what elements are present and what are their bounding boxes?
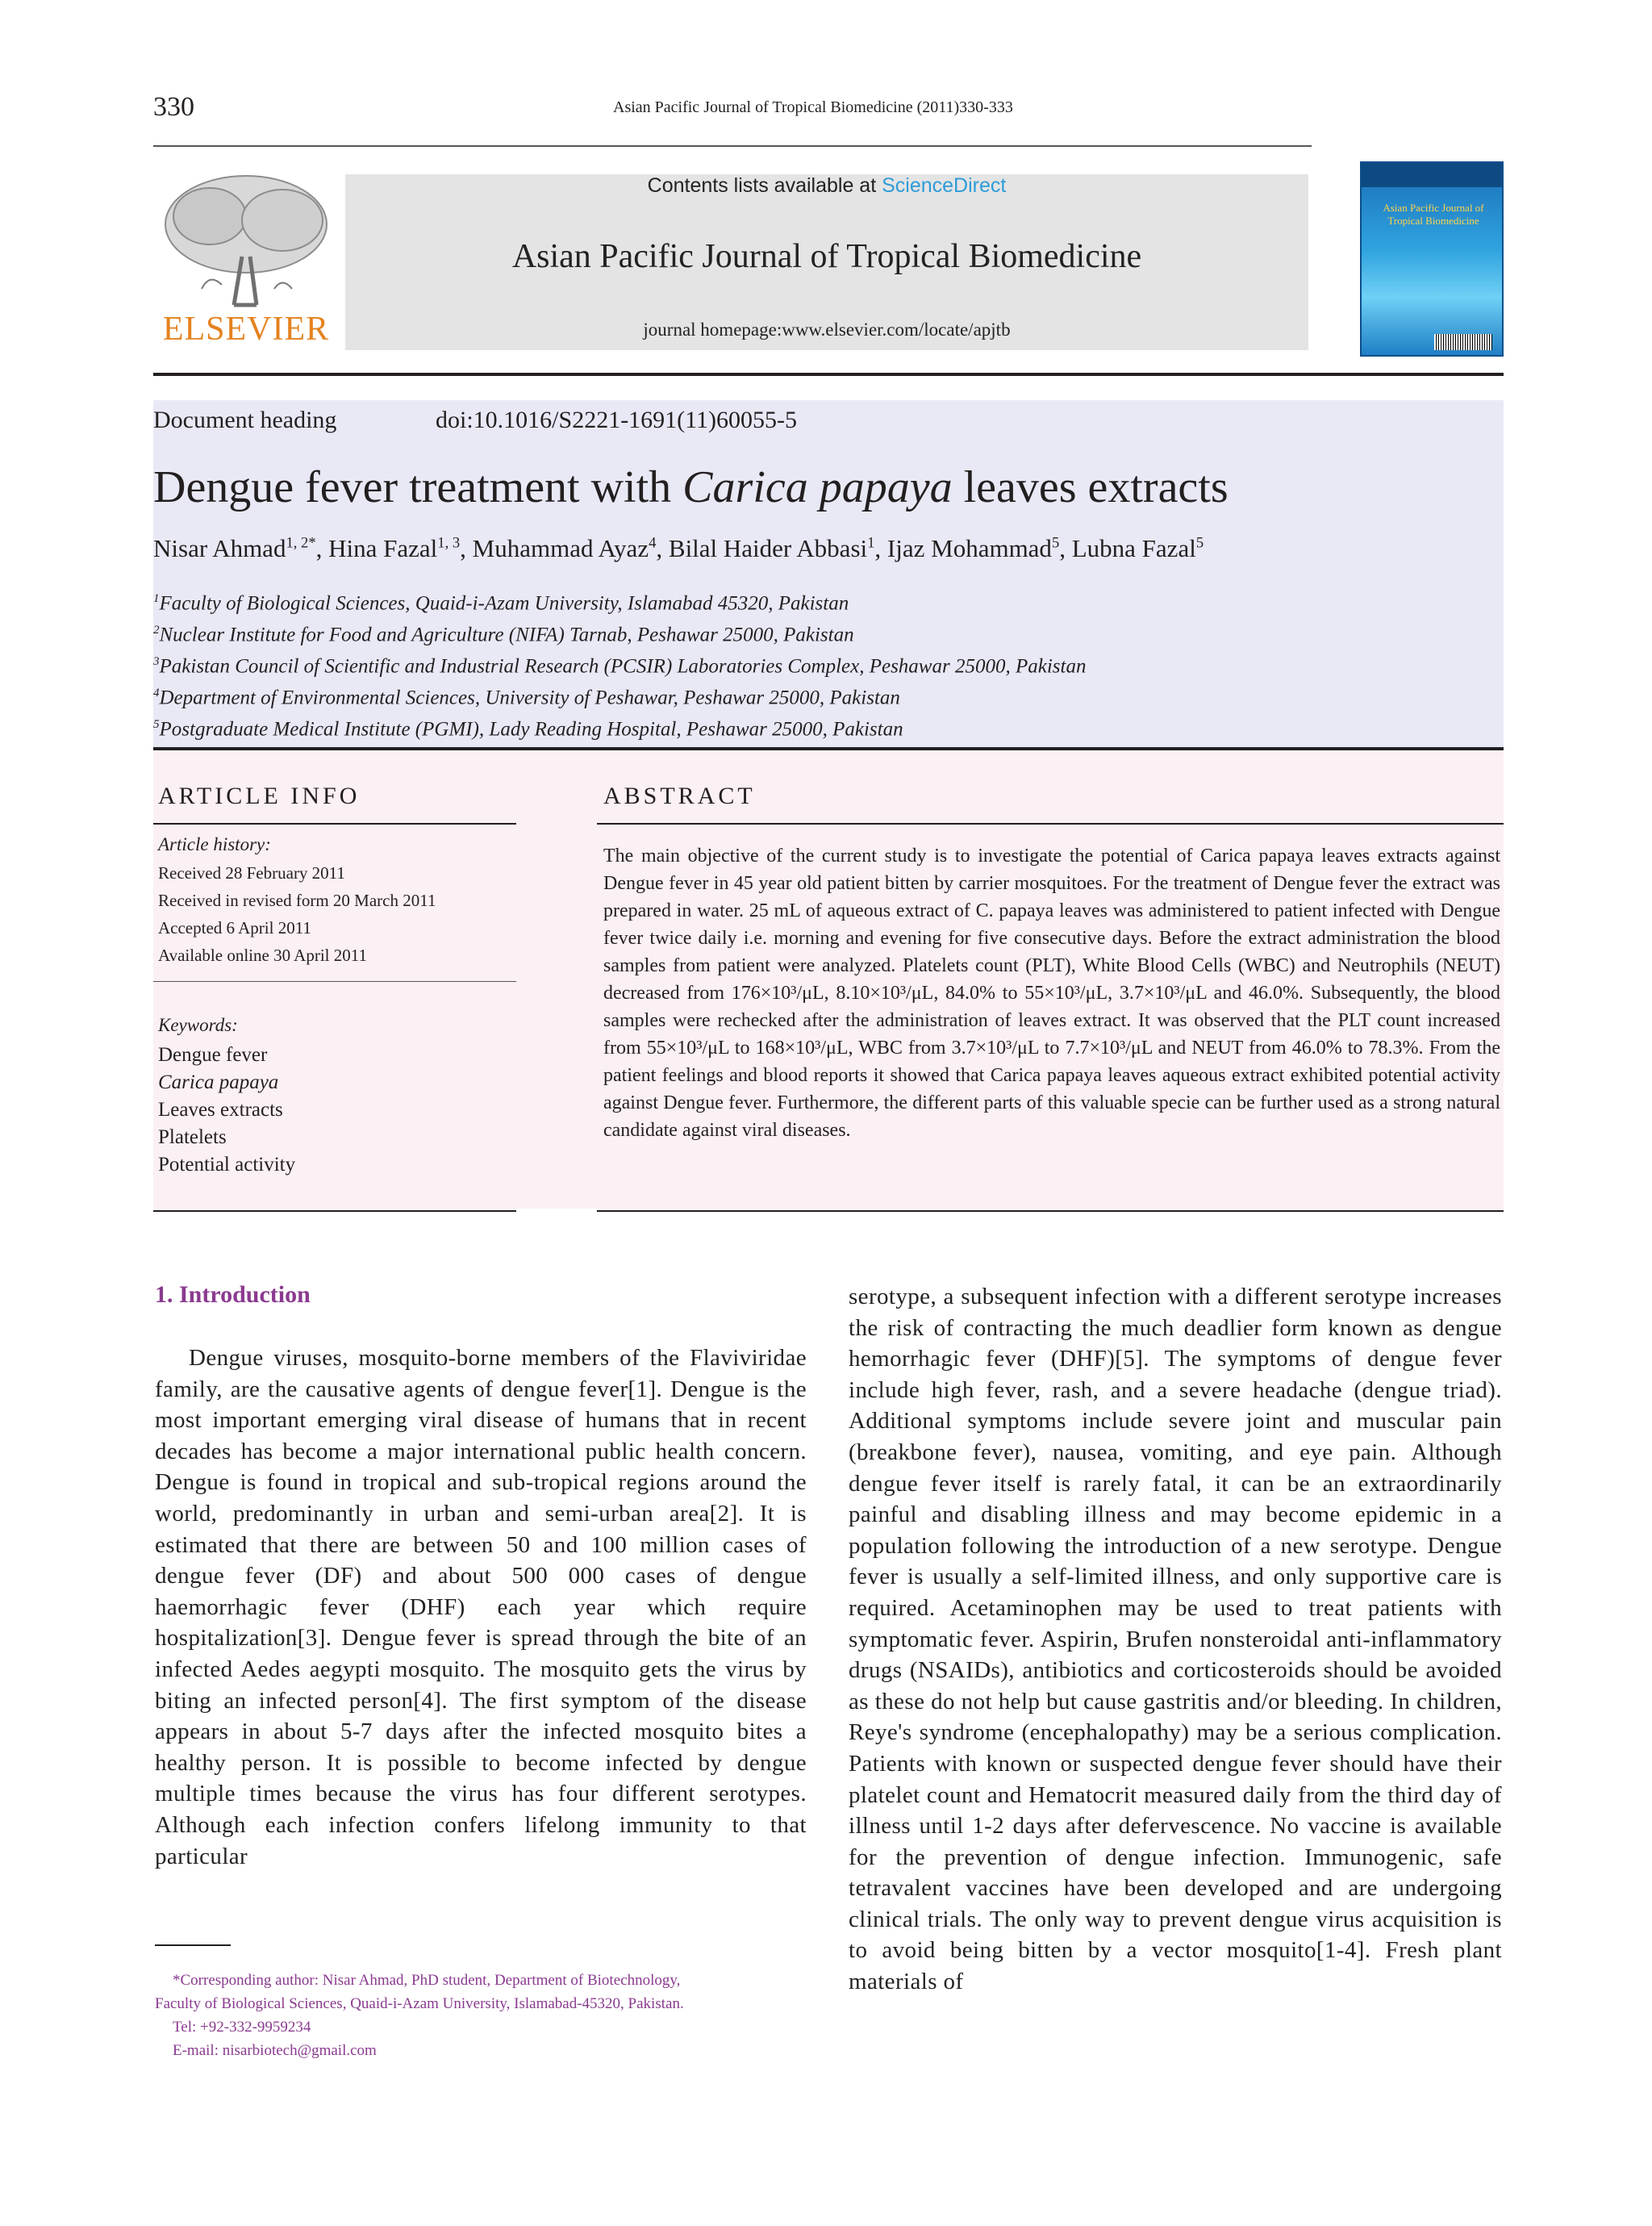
divider (597, 823, 1504, 825)
author: Muhammad Ayaz$^4$ (472, 534, 657, 562)
keyword: Dengue fever (158, 1044, 268, 1066)
history-item: Accepted 6 April 2011 (158, 918, 311, 938)
title-part: leaves extracts (952, 462, 1229, 512)
title-part: Dengue fever treatment with (153, 462, 683, 512)
body-column-left (155, 1343, 807, 1872)
footnote-line: Faculty of Biological Sciences, Quaid-i-Azam University, Islamabad-45320, Pakistan. (155, 1995, 684, 2012)
divider (597, 1210, 1504, 1212)
keyword: Carica papaya (158, 1071, 279, 1093)
author: Hina Fazal$^{1, 3}$ (328, 534, 461, 562)
paragraph: serotype, a subsequent infection with a different serotype increases the risk of contracting the much deadlier form known as dengue hemorrhagic fever (DHF)[5]. The symptoms of dengue fever include high fever, rash, and a severe headache (dengue triad). Additional symptoms include severe joint and muscular pain (breakbone fever), nausea, vomiting, and eye pain. Although dengue fever itself is rarely fatal, it can be an extraordinarily painful and disabling illness and may become epidemic in a population following the introduction of a new serotype. Dengue fever is usually a self-limited illness, and only supportive care is required. Acetaminophen may be used to treat patients with symptomatic fever. Aspirin, Brufen nonsteroidal anti-inflammatory drugs (NSAIDs), antibiotics and corticosteroids should be avoided as these do not help but cause gastritis and/or bleeding. In children, Reye's syndrome (encephalopathy) may be a serious complication. Patients with known or suspected dengue fever should have their platelet count and Hematocrit measured daily from the third day of illness until 1-2 days after defervescence. No vaccine is available for the prevention of dengue infection. Immunogenic, safe tetravalent vaccines have been developed and are undergoing clinical trials. The only way to prevent dengue virus acquisition is to avoid being bitten by a vector mosquito[1-4]. Fresh plant materials of (849, 1284, 1502, 1995)
author-list: Nisar Ahmad$^{1, 2*}$, Hina Fazal$^{1, 3}$, Muhammad Ayaz$^4$, Bilal Haider Abbasi$^1$, Ijaz Mohammad$^5$, Lubna Fazal$^5$ (153, 534, 1204, 562)
keyword: Platelets (158, 1126, 227, 1148)
journal-cover-image (1360, 161, 1504, 357)
abstract-text: The main objective of the current study is to investigate the potential of Carica papaya leaves extracts against Dengue fever in 45 year old patient bitten by carrier mosquitoes. For the treatment of Dengue fever the extract was prepared in water. 25 mL of aqueous extract of C. papaya leaves was administered to patient infected with Dengue fever twice daily i.e. morning and evening for five consecutive days. Before the extract administration the blood samples from patient were analyzed. Platelets count (PLT), White Blood Cells (WBC) and Neutrophils (NEUT) decreased from 176×10³/μL, 8.10×10³/μL, 84.0% to 55×10³/μL, 3.7×10³/μL and 46.0%. Subsequently, the blood samples were rechecked after the administration of leaves extract. It was observed that the PLT count increased from 55×10³/μL to 168×10³/μL, WBC from 3.7×10³/μL to 7.7×10³/μL and NEUT from 46.0% to 78.3%. From the patient feelings and blood reports it showed that Carica papaya leaves aqueous extract exhibited potential activity against Dengue fever. Furthermore, the different parts of this valuable specie can be further used as a strong natural candidate against viral diseases. (603, 846, 1500, 1141)
barcode-icon (1434, 334, 1492, 350)
header-rule (153, 145, 1312, 147)
affiliation: $^1$Faculty of Biological Sciences, Quaid-i-Azam University, Islamabad 45320, Pakistan (153, 592, 849, 615)
paragraph: Dengue viruses, mosquito-borne members of the Flaviviridae family, are the causative agents of dengue fever[1]. Dengue is the most important emerging viral disease of humans that in recent decades has become a major international public health concern. Dengue is found in tropical and sub-tropical regions around the world, predominantly in urban and semi-urban area[2]. It is estimated that there are between 50 and 100 million cases of dengue fever (DF) and about 500 000 cases of dengue haemorrhagic fever (DHF) each year which require hospitalization[3]. Dengue fever is spread through the bite of an infected Aedes aegypti mosquito. The mosquito gets the virus by biting an infected person[4]. The first symptom of the disease appears in about 5-7 days after the infected mosquito bites a healthy person. It is possible to become infected by dengue multiple times because the virus has four different serotypes. Although each infection confers lifelong immunity to that particular (155, 1345, 807, 1869)
journal-banner (345, 174, 1308, 350)
history-item: Received in revised form 20 March 2011 (158, 891, 436, 910)
cover-top-bar (1362, 163, 1502, 187)
corresponding-author-footnote (155, 1969, 807, 2062)
affiliation: $^3$Pakistan Council of Scientific and Industrial Research (PCSIR) Laboratories Complex, Peshawar 25000, Pakistan (153, 655, 1087, 678)
doi-link[interactable]: doi:10.1016/S2221-1691(11)60055-5 (436, 407, 798, 433)
author: Ijaz Mohammad$^5$ (886, 534, 1060, 562)
title-species: Carica papaya (682, 462, 953, 512)
footnote-line: *Corresponding author: Nisar Ahmad, PhD student, Department of Biotechnology, (173, 1972, 681, 1989)
affiliation: $^2$Nuclear Institute for Food and Agriculture (NIFA) Tarnab, Peshawar 25000, Pakistan (153, 624, 854, 646)
history-item: Available online 30 April 2011 (158, 946, 367, 965)
footnote-email[interactable]: E-mail: nisarbiotech@gmail.com (173, 2042, 377, 2059)
footnote-rule (155, 1944, 231, 1946)
abstract-heading: ABSTRACT (603, 783, 756, 809)
author: Nisar Ahmad$^{1, 2*}$ (153, 534, 316, 562)
author: Bilal Haider Abbasi$^1$ (668, 534, 875, 562)
footnote-phone: Tel: +92-332-9959234 (173, 2019, 311, 2036)
body-column-right (849, 1281, 1502, 1998)
section-heading: 1. Introduction (155, 1281, 311, 1308)
article-info-heading: ARTICLE INFO (158, 783, 361, 809)
document-heading: Document heading (153, 407, 337, 433)
sciencedirect-link[interactable]: ScienceDirect (882, 174, 1007, 197)
article-title (153, 461, 1229, 513)
journal-homepage-link[interactable]: journal homepage:www.elsevier.com/locate/apjtb (643, 319, 1011, 340)
journal-title: Asian Pacific Journal of Tropical Biomedicine (511, 238, 1142, 275)
masthead-rule (153, 373, 1504, 376)
contents-prefix: Contents lists available at (647, 174, 882, 197)
author: Lubna Fazal$^5$ (1071, 534, 1204, 562)
keywords-label: Keywords: (158, 1015, 238, 1035)
history-item: Received 28 February 2011 (158, 863, 345, 883)
divider (153, 981, 516, 982)
keyword: Leaves extracts (158, 1099, 283, 1121)
affiliation: $^4$Department of Environmental Sciences, University of Peshawar, Peshawar 25000, Pakistan (153, 687, 900, 709)
history-label: Article history: (158, 834, 271, 854)
publisher-wordmark: ELSEVIER (162, 311, 330, 348)
divider (153, 1210, 516, 1212)
cover-title: Asian Pacific Journal of Tropical Biomedicine (1383, 202, 1484, 227)
running-header: Asian Pacific Journal of Tropical Biomedicine (2011)330-333 (613, 98, 1013, 116)
divider (153, 823, 516, 825)
page-number: 330 (153, 92, 194, 122)
affiliation: $^5$Postgraduate Medical Institute (PGMI), Lady Reading Hospital, Peshawar 25000, Pakistan (153, 718, 903, 741)
contents-line (345, 174, 1308, 198)
keyword: Potential activity (158, 1154, 296, 1176)
